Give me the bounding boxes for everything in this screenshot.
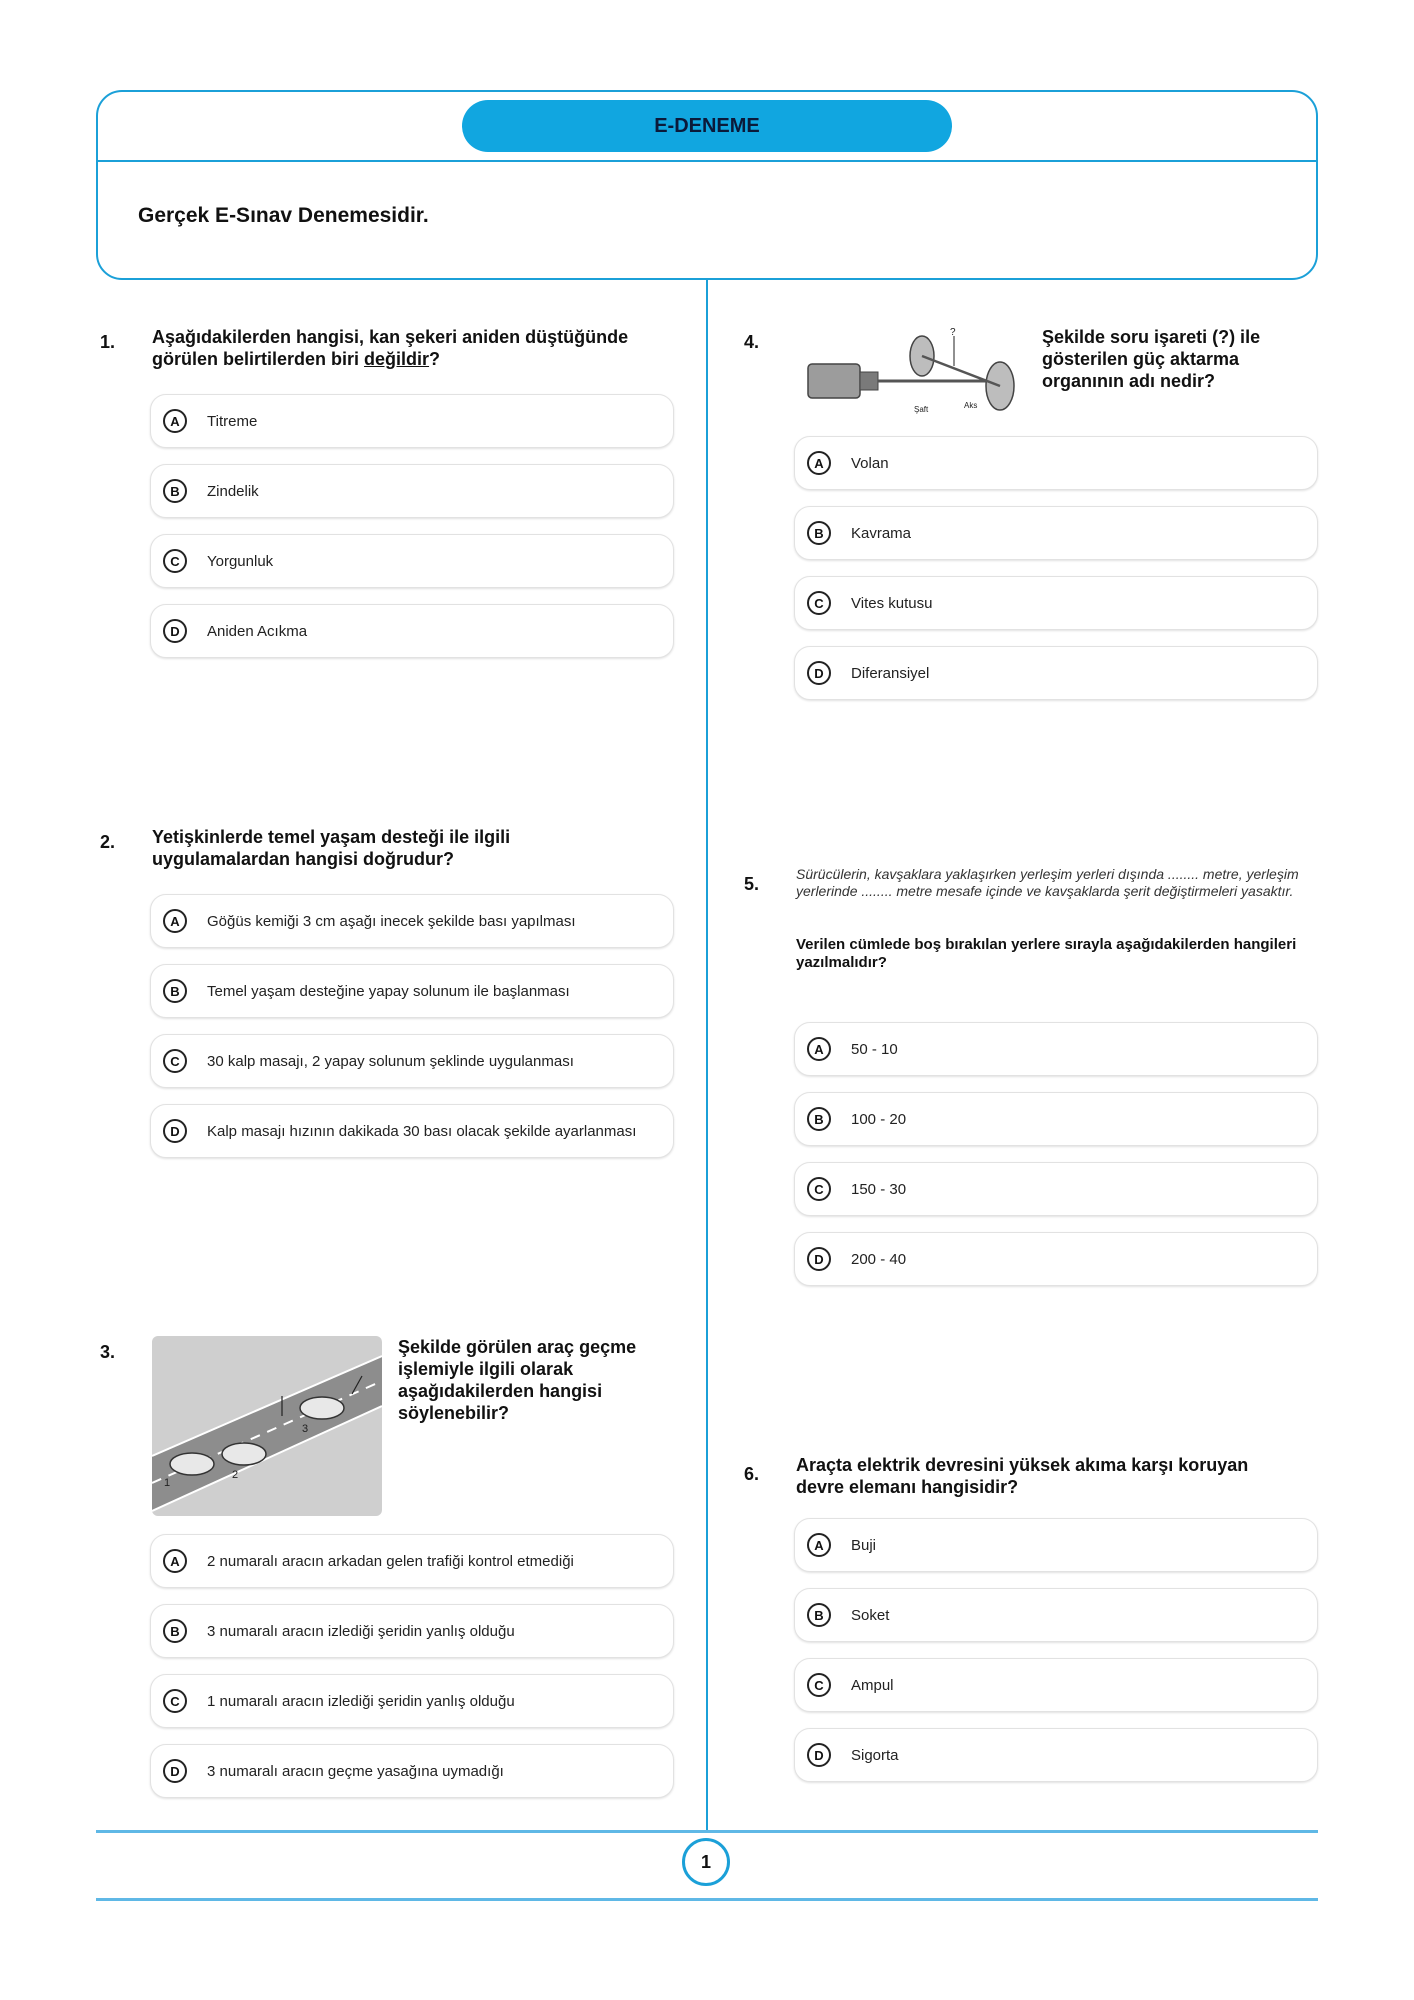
option-c[interactable] — [794, 576, 1318, 630]
option-letter: C — [807, 1177, 831, 1201]
column-divider — [706, 280, 708, 1830]
option-c[interactable] — [794, 1658, 1318, 1712]
option-text: Aniden Acıkma — [207, 622, 308, 640]
question-number: 5. — [744, 874, 760, 894]
option-letter: A — [163, 909, 187, 933]
option-text: Zindelik — [207, 482, 259, 500]
option-text: Göğüs kemiği 3 cm aşağı inecek şekilde bası yapılması — [207, 912, 576, 930]
figure-label-question: ? — [950, 327, 956, 338]
option-d[interactable] — [794, 646, 1318, 700]
option-letter: C — [807, 591, 831, 615]
option-a[interactable] — [150, 894, 674, 948]
option-text: 100 - 20 — [851, 1110, 907, 1128]
option-letter: C — [807, 1673, 831, 1697]
option-letter: C — [163, 549, 187, 573]
header-divider — [98, 160, 1316, 162]
option-letter: D — [163, 619, 187, 643]
option-b[interactable] — [794, 1588, 1318, 1642]
road-image — [152, 1336, 382, 1516]
option-c[interactable] — [150, 1674, 674, 1728]
question-passage: Sürücülerin, kavşaklara yaklaşırken yerleşim yerleri dışında ........ metre, yerleşim yerlerinde ........ metre mesafe içinde ve kavşaklarda şerit değiştirmeleri yasaktır. — [796, 866, 1299, 899]
option-letter: C — [163, 1049, 187, 1073]
question-text: Şekilde soru işareti (?) ile gösterilen güç aktarma organının adı nedir? — [1042, 327, 1261, 391]
question-text: Verilen cümlede boş bırakılan yerlere sırayla aşağıdakilerden hangileri yazılmalıdır? — [796, 936, 1297, 971]
option-letter: B — [163, 979, 187, 1003]
option-text: Sigorta — [851, 1746, 899, 1764]
option-text: 200 - 40 — [851, 1250, 907, 1268]
question-number: 1. — [100, 332, 116, 352]
question-1 — [100, 326, 680, 666]
header-box — [96, 90, 1318, 280]
option-b[interactable] — [794, 506, 1318, 560]
option-text: 1 numaralı aracın izlediği şeridin yanlış olduğu — [207, 1692, 515, 1710]
option-letter: A — [807, 1533, 831, 1557]
figure-label-shaft: Şaft — [914, 405, 929, 414]
option-d[interactable] — [150, 604, 674, 658]
option-text: 30 kalp masajı, 2 yapay solunum şeklinde uygulanması — [207, 1052, 574, 1070]
option-text: Diferansiyel — [851, 664, 930, 682]
option-text: Kalp masajı hızının dakikada 30 bası olacak şekilde ayarlanması — [207, 1122, 637, 1140]
option-b[interactable] — [794, 1092, 1318, 1146]
option-letter: B — [163, 1619, 187, 1643]
exam-subtitle: Gerçek E-Sınav Denemesidir. — [138, 204, 429, 227]
option-letter: D — [807, 661, 831, 685]
option-text: Volan — [851, 454, 889, 472]
overtaking-figure — [152, 1336, 382, 1521]
option-text: Kavrama — [851, 524, 912, 542]
drivetrain-figure — [804, 326, 1034, 431]
footer-line-bottom — [96, 1898, 1318, 1901]
figure-label-3: 3 — [302, 1423, 309, 1435]
question-3 — [100, 1336, 680, 1796]
option-b[interactable] — [150, 464, 674, 518]
question-number: 4. — [744, 332, 760, 352]
option-text: Vites kutusu — [851, 594, 933, 612]
option-b[interactable] — [150, 1604, 674, 1658]
option-text: Soket — [851, 1606, 890, 1624]
option-text: 50 - 10 — [851, 1040, 898, 1058]
question-5 — [744, 866, 1324, 1306]
option-letter: B — [163, 479, 187, 503]
option-a[interactable] — [794, 1518, 1318, 1572]
option-letter: B — [807, 1107, 831, 1131]
option-text: 3 numaralı aracın izlediği şeridin yanlış olduğu — [207, 1622, 515, 1640]
question-text: Araçta elektrik devresini yüksek akıma karşı koruyan devre elemanı hangisidir? — [796, 1455, 1249, 1497]
option-text: Ampul — [851, 1676, 894, 1694]
option-letter: A — [163, 409, 187, 433]
option-text: Buji — [851, 1536, 877, 1554]
option-letter: C — [163, 1689, 187, 1713]
option-text: 3 numaralı aracın geçme yasağına uymadığı — [207, 1762, 504, 1780]
option-a[interactable] — [150, 1534, 674, 1588]
option-d[interactable] — [794, 1728, 1318, 1782]
option-c[interactable] — [794, 1162, 1318, 1216]
option-d[interactable] — [150, 1744, 674, 1798]
option-b[interactable] — [150, 964, 674, 1018]
option-a[interactable] — [150, 394, 674, 448]
option-a[interactable] — [794, 1022, 1318, 1076]
option-text: Yorgunluk — [207, 552, 274, 570]
option-text: Temel yaşam desteğine yapay solunum ile başlanması — [207, 982, 570, 1000]
exam-title: E-DENEME — [462, 100, 952, 152]
option-letter: D — [163, 1119, 187, 1143]
figure-label-axle: Aks — [964, 401, 978, 410]
footer-line-top — [96, 1830, 1318, 1833]
option-letter: B — [807, 521, 831, 545]
option-letter: D — [807, 1743, 831, 1767]
page-number: 1 — [682, 1838, 730, 1886]
option-letter: B — [807, 1603, 831, 1627]
option-letter: A — [807, 451, 831, 475]
question-2 — [100, 826, 680, 1186]
option-text: 2 numaralı aracın arkadan gelen trafiği kontrol etmediği — [207, 1552, 574, 1570]
option-text: 150 - 30 — [851, 1180, 907, 1198]
question-number: 2. — [100, 832, 116, 852]
option-text: Titreme — [207, 412, 258, 430]
question-6 — [744, 1454, 1324, 1814]
option-a[interactable] — [794, 436, 1318, 490]
figure-label-1: 1 — [164, 1477, 171, 1489]
question-number: 3. — [100, 1342, 116, 1362]
option-letter: D — [163, 1759, 187, 1783]
question-text: Aşağıdakilerden hangisi, kan şekeri aniden düştüğünde görülen belirtilerden biri değildir? — [152, 327, 629, 369]
option-c[interactable] — [150, 534, 674, 588]
option-letter: D — [807, 1247, 831, 1271]
option-letter: A — [807, 1037, 831, 1061]
emphasis-underline: değildir — [364, 349, 430, 369]
option-letter: A — [163, 1549, 187, 1573]
question-text: Şekilde görülen araç geçme işlemiyle ilgili olarak aşağıdakilerden hangisi söylenebilir? — [398, 1337, 637, 1423]
option-d[interactable] — [150, 1104, 674, 1158]
option-d[interactable] — [794, 1232, 1318, 1286]
question-number: 6. — [744, 1464, 760, 1484]
question-text: Yetişkinlerde temel yaşam desteği ile ilgili uygulamalardan hangisi doğrudur? — [152, 827, 511, 869]
figure-label-2: 2 — [232, 1469, 239, 1481]
drivetrain-image — [804, 326, 1034, 426]
question-4 — [744, 326, 1324, 726]
option-c[interactable] — [150, 1034, 674, 1088]
